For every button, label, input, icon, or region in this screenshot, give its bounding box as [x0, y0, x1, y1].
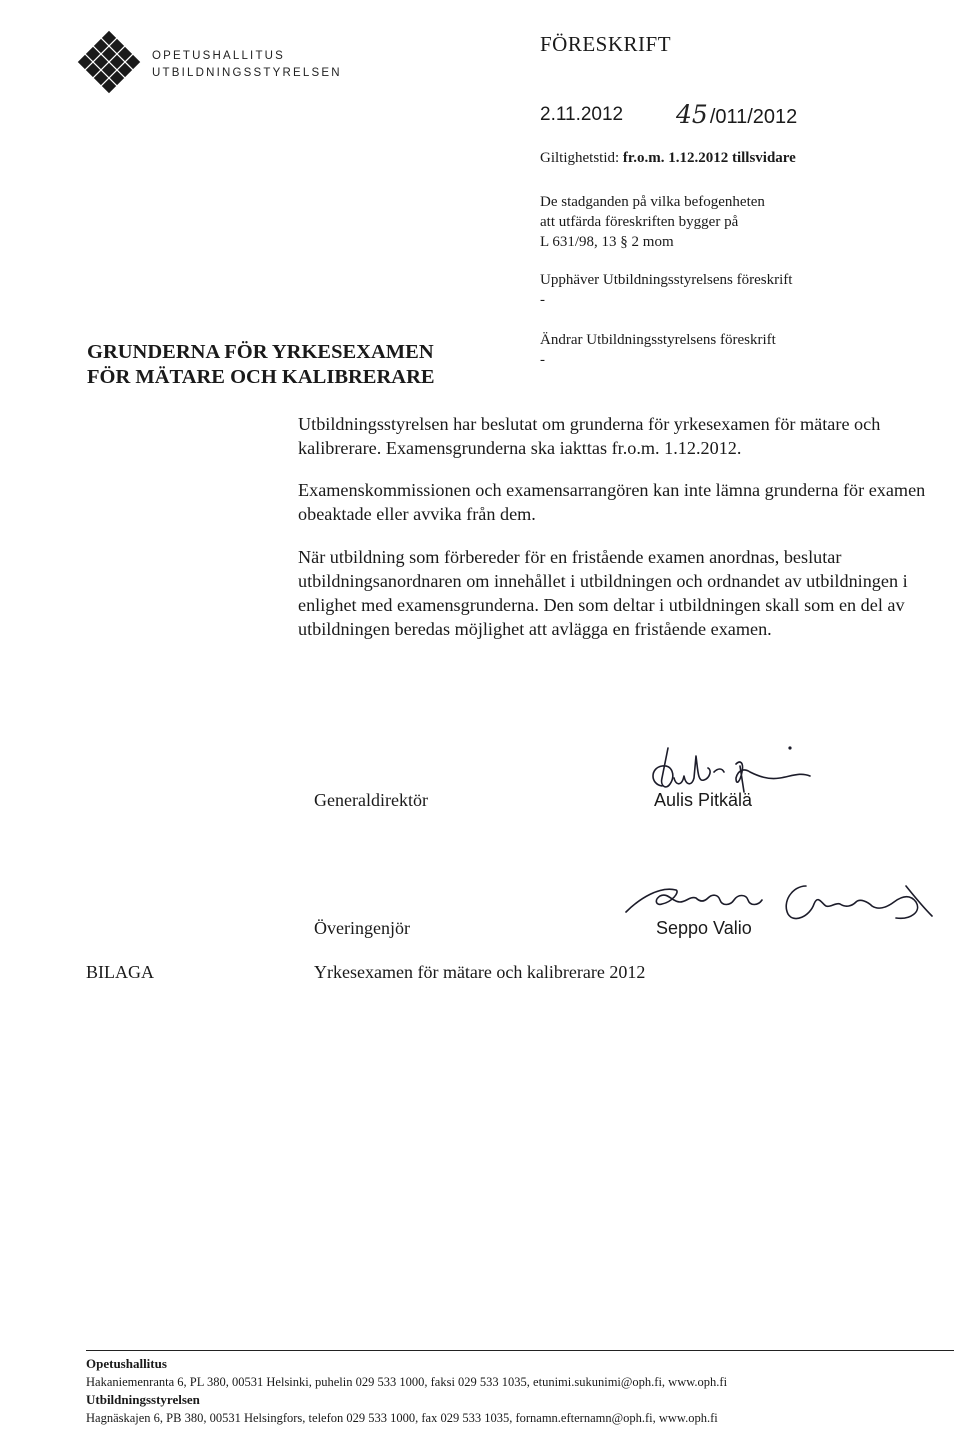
logo-line-1: OPETUSHALLITUS — [152, 50, 286, 62]
title-line-1: GRUNDERNA FÖR YRKESEXAMEN — [87, 341, 434, 363]
repeals-block — [540, 270, 792, 310]
footer-address-sv: Hagnäskajen 6, PB 380, 00531 Helsingfors, telefon 029 533 1000, fax 029 533 1035, fornamn.efternamn@oph.fi, www.oph.fi — [86, 1411, 718, 1425]
attachment-label: BILAGA — [86, 962, 154, 982]
handwritten-number: 45 — [676, 100, 708, 129]
validity-label: Giltighetstid: — [540, 150, 620, 166]
amends-block — [540, 330, 776, 370]
signatory-name: Aulis Pitkälä — [654, 790, 753, 810]
document-type: FÖRESKRIFT — [540, 32, 672, 56]
page-title — [87, 340, 435, 390]
validity-value: fr.o.m. 1.12.2012 tillsvidare — [622, 150, 796, 166]
document-date: 2.11.2012 — [540, 104, 624, 125]
footer-org-fi: Opetushallitus — [86, 1356, 167, 1371]
document-number — [676, 100, 797, 129]
attachment-text: Yrkesexamen för mätare och kalibrerare 2012 — [314, 962, 646, 982]
title-line-2: FÖR MÄTARE OCH KALIBRERARE — [87, 366, 435, 388]
logo-line-2: UTBILDNINGSSTYRELSEN — [152, 67, 342, 79]
signatory-title: Generaldirektör — [314, 790, 428, 810]
amends-value: - — [540, 352, 545, 368]
diamond-grid-logo-icon — [76, 28, 142, 94]
document-number-suffix: /011/2012 — [709, 106, 798, 128]
footer-divider — [86, 1350, 954, 1351]
signatory-title: Överingenjör — [314, 918, 410, 938]
authority-line: De stadganden på vilka befogenheten — [540, 194, 765, 210]
validity — [540, 150, 796, 167]
repeals-value: - — [540, 292, 545, 308]
logo-text — [152, 48, 342, 82]
amends-label: Ändrar Utbildningsstyrelsens föreskrift — [540, 332, 776, 348]
footer — [86, 1355, 727, 1427]
authority-line: L 631/98, 13 § 2 mom — [540, 234, 674, 250]
repeals-label: Upphäver Utbildningsstyrelsens föreskrift — [540, 272, 793, 288]
authority-block — [540, 192, 765, 252]
authority-line: att utfärda föreskriften bygger på — [540, 214, 739, 230]
body-paragraph: Utbildningsstyrelsen har beslutat om grunderna för yrkesexamen för mätare och kalibrerare. Examensgrunderna ska iakttas fr.o.m. 1.12.2012. — [298, 414, 881, 458]
body-paragraph: När utbildning som förbereder för en fristående examen anordnas, beslutar utbildningsanordnaren om innehållet i utbildningen och ordnandet av utbildningen i enlighet med examensgrunderna. Den som deltar i utbildningen skall som en del av utbildningen beredas möjlighet att avlägga en fristående examen. — [298, 547, 908, 639]
body-paragraph: Examenskommissionen och examensarrangören kan inte lämna grunderna för examen obeaktade eller avvika från dem. — [298, 480, 926, 524]
footer-address-fi: Hakaniemenranta 6, PL 380, 00531 Helsinki, puhelin 029 533 1000, faksi 029 533 1035, etunimi.sukunimi@oph.fi, www.oph.fi — [86, 1375, 728, 1389]
signatory-name: Seppo Valio — [656, 918, 752, 938]
footer-org-sv: Utbildningsstyrelsen — [86, 1392, 200, 1407]
